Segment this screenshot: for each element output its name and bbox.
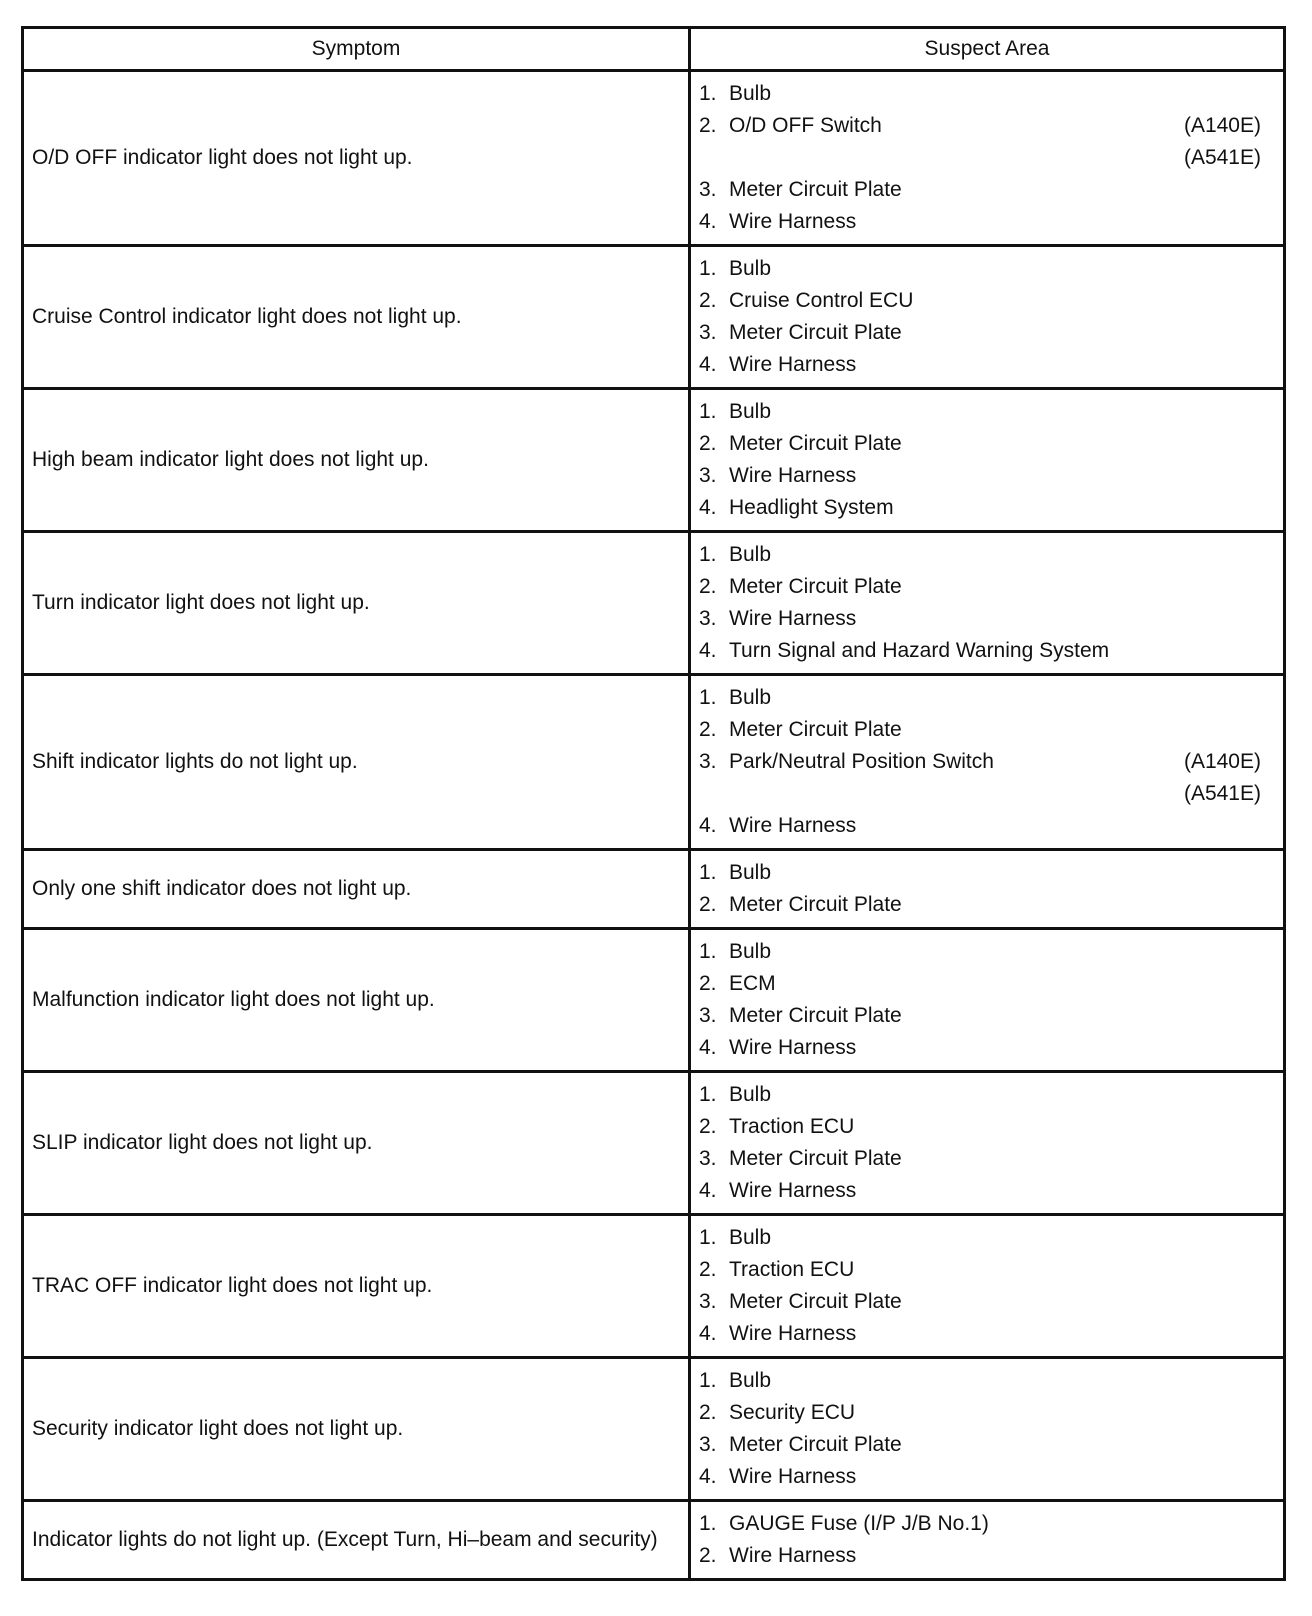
item-text: Park/Neutral Position Switch [729,750,994,773]
item-number: 2. [699,893,717,916]
item-text: Bulb [729,543,772,566]
table-row [23,246,1285,389]
item-number: 2. [699,289,717,312]
item-number: 2. [699,1115,717,1138]
table-header-row [23,28,1285,71]
symptom-cell: Shift indicator lights do not light up. [23,675,690,850]
item-number: 3. [699,607,717,630]
item-text: Meter Circuit Plate [729,1433,902,1456]
table-row [23,675,1285,850]
suspect-area-item [699,571,1261,603]
item-number: 1. [699,1369,717,1392]
table-row [23,71,1285,246]
item-number: 1. [699,1512,717,1535]
item-number: 3. [699,750,717,773]
item-number: 4. [699,210,717,233]
item-number: 1. [699,861,717,884]
suspect-area-item [699,603,1261,635]
item-text: Wire Harness [729,464,857,487]
symptom-cell: Only one shift indicator does not light up. [23,850,690,929]
item-text: Headlight System [729,496,894,519]
item-number: 2. [699,575,717,598]
suspect-area-item [699,1365,1261,1397]
item-number: 3. [699,1147,717,1170]
item-number: 4. [699,814,717,837]
item-text: ECM [729,972,776,995]
table-body [23,71,1285,1580]
suspect-area-item [699,1286,1261,1318]
suspect-area-item [699,460,1261,492]
item-number: 1. [699,257,717,280]
item-text: Bulb [729,940,772,963]
suspect-area-item [699,539,1261,571]
suspect-area-item [699,1143,1261,1175]
suspect-area-item [699,349,1261,381]
variant-label: (A541E) [1183,782,1261,805]
item-text: Wire Harness [729,1322,857,1345]
table-row [23,532,1285,675]
item-text: Bulb [729,861,772,884]
item-number: 4. [699,1465,717,1488]
suspect-area-item [699,78,1261,110]
suspect-area-item [699,968,1261,1000]
item-number: 2. [699,718,717,741]
item-number: 4. [699,353,717,376]
item-text: Bulb [729,1083,772,1106]
suspect-area-item [699,1429,1261,1461]
table-row [23,1072,1285,1215]
suspect-area-item [699,682,1261,714]
suspect-area-item [699,889,1261,921]
suspect-area-item [699,1508,1261,1540]
item-text: Meter Circuit Plate [729,893,902,916]
item-text: O/D OFF Switch [729,114,882,137]
item-text: Wire Harness [729,607,857,630]
suspect-area-item [699,174,1261,206]
suspect-area-item [699,746,1261,810]
suspect-area-item [699,317,1261,349]
item-text: Cruise Control ECU [729,289,914,312]
item-number: 4. [699,1036,717,1059]
item-number: 1. [699,1083,717,1106]
item-text: Meter Circuit Plate [729,321,902,344]
symptom-cell: O/D OFF indicator light does not light up. [23,71,690,246]
item-number: 3. [699,464,717,487]
item-number: 2. [699,1258,717,1281]
symptom-cell: TRAC OFF indicator light does not light up. [23,1215,690,1358]
item-text: Wire Harness [729,1465,857,1488]
transmission-variants [1184,746,1261,810]
item-text: Bulb [729,1369,772,1392]
suspect-area-list [699,1079,1261,1207]
item-text: Meter Circuit Plate [729,575,902,598]
suspect-area-item [699,936,1261,968]
item-text: Meter Circuit Plate [729,178,902,201]
item-text: Meter Circuit Plate [729,718,902,741]
item-text: Bulb [729,1226,772,1249]
symptom-cell: Cruise Control indicator light does not light up. [23,246,690,389]
problem-symptoms-table [21,26,1286,1581]
item-number: 3. [699,178,717,201]
suspect-area-list [699,253,1261,381]
symptom-cell: Indicator lights do not light up. (Except Turn, Hi–beam and security) [23,1501,690,1580]
transmission-variants [1184,110,1261,174]
suspect-area-list [699,1508,1261,1572]
suspect-area-item [699,492,1261,524]
item-text: Meter Circuit Plate [729,1004,902,1027]
item-number: 4. [699,1322,717,1345]
item-text: Bulb [729,82,772,105]
symptom-cell: Security indicator light does not light up. [23,1358,690,1501]
suspect-area-item [699,1175,1261,1207]
suspect-area-item [699,428,1261,460]
suspect-area-item [699,857,1261,889]
suspect-area-item [699,1254,1261,1286]
item-text: Bulb [729,686,772,709]
table-row [23,929,1285,1072]
suspect-area-column-header: Suspect Area [690,28,1285,71]
suspect-area-cell [690,850,1285,929]
item-text: Bulb [729,257,772,280]
variant-label: (A541E) [1183,146,1261,169]
item-number: 1. [699,82,717,105]
suspect-area-list [699,396,1261,524]
suspect-area-item [699,1540,1261,1572]
item-number: 4. [699,1179,717,1202]
item-text: Wire Harness [729,353,857,376]
table-row [23,1215,1285,1358]
suspect-area-cell [690,1358,1285,1501]
variant-label: (A140E) [1183,114,1261,137]
suspect-area-list [699,857,1261,921]
item-text: Meter Circuit Plate [729,1290,902,1313]
item-number: 1. [699,1226,717,1249]
suspect-area-item [699,810,1261,842]
variant-label: (A140E) [1183,750,1261,773]
symptom-cell: Turn indicator light does not light up. [23,532,690,675]
suspect-area-cell [690,532,1285,675]
suspect-area-item [699,1111,1261,1143]
table-row [23,1358,1285,1501]
suspect-area-cell [690,675,1285,850]
suspect-area-item [699,1461,1261,1493]
item-number: 1. [699,400,717,423]
suspect-area-list [699,1365,1261,1493]
table-row [23,850,1285,929]
table-row [23,389,1285,532]
suspect-area-item [699,1032,1261,1064]
item-text: Traction ECU [729,1115,855,1138]
suspect-area-item [699,714,1261,746]
item-text: Wire Harness [729,1036,857,1059]
suspect-area-item [699,285,1261,317]
suspect-area-list [699,78,1261,238]
suspect-area-item [699,110,1261,174]
item-text: Wire Harness [729,1544,857,1567]
item-text: Meter Circuit Plate [729,1147,902,1170]
item-text: Bulb [729,400,772,423]
item-number: 4. [699,639,717,662]
item-number: 3. [699,1290,717,1313]
item-text: Wire Harness [729,814,857,837]
suspect-area-list [699,936,1261,1064]
suspect-area-item [699,1222,1261,1254]
item-number: 3. [699,1004,717,1027]
item-number: 2. [699,1401,717,1424]
suspect-area-item [699,1318,1261,1350]
item-number: 2. [699,432,717,455]
suspect-area-item [699,1397,1261,1429]
suspect-area-cell [690,1215,1285,1358]
suspect-area-item [699,206,1261,238]
item-text: Security ECU [729,1401,856,1424]
suspect-area-cell [690,246,1285,389]
symptom-cell: Malfunction indicator light does not light up. [23,929,690,1072]
suspect-area-cell [690,1072,1285,1215]
suspect-area-cell [690,1501,1285,1580]
suspect-area-cell [690,71,1285,246]
suspect-area-item [699,1000,1261,1032]
suspect-area-item [699,635,1261,667]
symptom-column-header: Symptom [23,28,690,71]
suspect-area-item [699,1079,1261,1111]
suspect-area-item [699,253,1261,285]
symptom-cell: SLIP indicator light does not light up. [23,1072,690,1215]
item-number: 1. [699,686,717,709]
symptom-cell: High beam indicator light does not light up. [23,389,690,532]
item-text: Wire Harness [729,1179,857,1202]
item-number: 4. [699,496,717,519]
suspect-area-list [699,682,1261,842]
table-row [23,1501,1285,1580]
item-number: 2. [699,114,717,137]
item-number: 2. [699,972,717,995]
suspect-area-cell [690,929,1285,1072]
item-number: 3. [699,1433,717,1456]
item-number: 1. [699,543,717,566]
suspect-area-cell [690,389,1285,532]
suspect-area-item [699,396,1261,428]
item-number: 1. [699,940,717,963]
item-number: 2. [699,1544,717,1567]
suspect-area-list [699,1222,1261,1350]
item-number: 3. [699,321,717,344]
item-text: Wire Harness [729,210,857,233]
suspect-area-list [699,539,1261,667]
item-text: Traction ECU [729,1258,855,1281]
item-text: Turn Signal and Hazard Warning System [729,639,1110,662]
troubleshooting-document [21,26,1283,1581]
item-text: GAUGE Fuse (I/P J/B No.1) [729,1512,989,1535]
item-text: Meter Circuit Plate [729,432,902,455]
